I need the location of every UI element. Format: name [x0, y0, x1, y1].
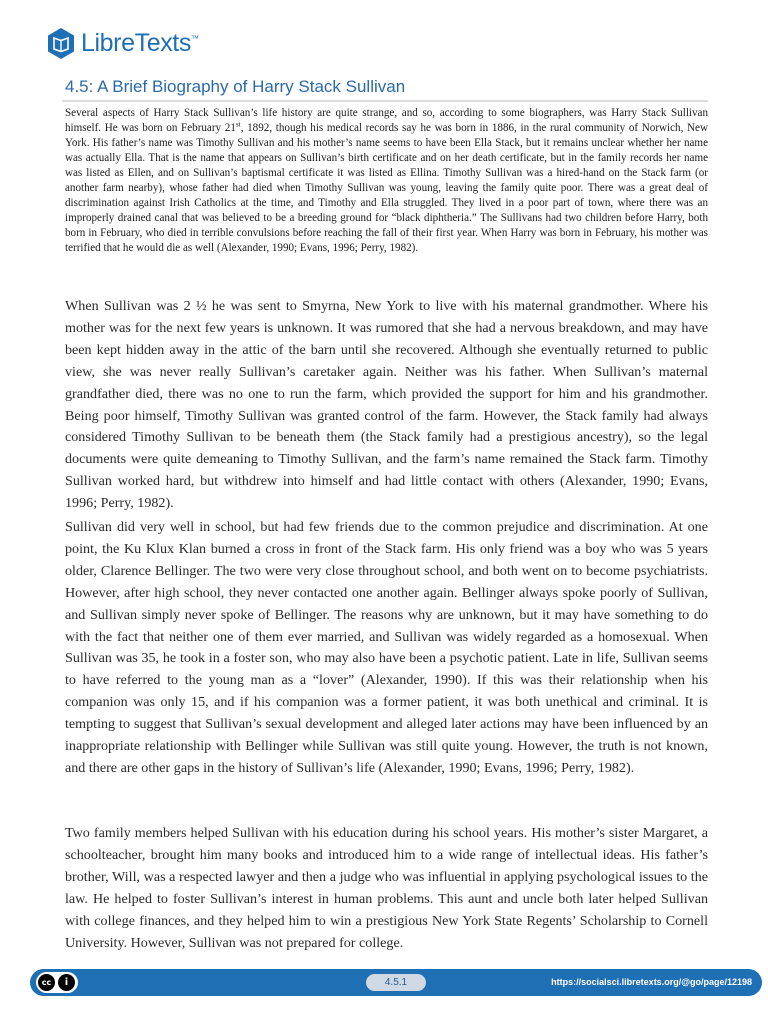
- cc-icon: cc: [38, 974, 55, 991]
- body-paragraph-2: Sullivan did very well in school, but had few friends due to the common prejudice and discrimination. At one point, the Ku Klux Klan burned a cross in front of the Stack farm. His only friend was a boy who was 5 years older, Clarence Bellinger. The two were very close throughout school, and both went on to become psychiatrists. However, after high school, they never contacted one another again. Bellinger always spoke poorly of Sullivan, and Sullivan simply never spoke of Bellinger. The reasons why are unknown, but it may have something to do with the fact that neither one of them ever married, and Sullivan was widely regarded as a homosexual. When Sullivan was 35, he took in a foster son, who may also have been a psychotic patient. Late in life, Sullivan seems to have referred to the young man as a “lover” (Alexander, 1990). If this was their relationship when his companion was only 15, and if his companion was a former patient, it was both unethical and criminal. It is tempting to suggest that Sullivan’s sexual development and alleged later actions may have been influenced by an inappropriate relationship with Bellinger while Sullivan was still quite young. However, the truth is not known, and there are other gaps in the history of Sullivan’s life (Alexander, 1990; Evans, 1996; Perry, 1982).: [65, 519, 708, 776]
- body-paragraph-3: Two family members helped Sullivan with his education during his school years. His mother’s sister Margaret, a schoolteacher, brought him many books and introduced him to a wide range of intellectual ideas. His father’s brother, Will, was a respected lawyer and then a judge who was influential in applying psychological issues to the law. He helped to foster Sullivan’s interest in human problems. This aunt and uncle both later helped Sullivan with college finances, and they helped him to win a prestigious New York State Regents’ Scholarship to Cornell University. However, Sullivan was not prepared for college.: [65, 825, 708, 951]
- intro-paragraph: [65, 106, 708, 256]
- body-paragraph-1: When Sullivan was 2 ½ he was sent to Smyrna, New York to live with his maternal grandmother. Where his mother was for the next few years is unknown. It was rumored that she had a nervous breakdown, and may have been kept hidden away in the attic of the barn until she recovered. Although she eventually returned to public view, she was never really Sullivan’s caretaker again. Neither was his father. When Sullivan’s maternal grandfather died, there was no one to run the farm, which provided the support for him and his grandmother. Being poor himself, Timothy Sullivan was granted control of the farm. However, the Stack family had always considered Timothy Sullivan to be beneath them (the Stack family had a prestigious ancestry), so the legal documents were quite demeaning to Timothy Sullivan, and the farm’s name remained the Stack farm. Timothy Sullivan worked hard, but withdrew into himself and had little contact with others (Alexander, 1990; Evans, 1996; Perry, 1982).: [65, 298, 708, 512]
- page-number: 4.5.1: [366, 974, 426, 991]
- libretexts-logo[interactable]: [46, 26, 199, 60]
- logo-wordmark: LibreTexts: [81, 28, 191, 57]
- page-title: 4.5: A Brief Biography of Harry Stack Sullivan: [65, 77, 406, 96]
- page-footer: [30, 969, 762, 996]
- ordinal-superscript: st: [235, 120, 241, 129]
- title-divider: [62, 100, 708, 102]
- page-url-link[interactable]: https://socialsci.libretexts.org/@go/page/12198: [551, 977, 752, 987]
- attribution-icon: i: [58, 974, 75, 991]
- intro-text-part-1: Several aspects of Harry Stack Sullivan’s life history are quite strange, and so, according to some biographers, was Harry Stack Sullivan himself. He was born on February 21: [65, 107, 708, 134]
- logo-trademark: ™: [190, 33, 199, 43]
- libretexts-hex-icon: [46, 27, 76, 60]
- cc-license-badge[interactable]: [36, 972, 78, 993]
- intro-text-part-2: , 1892, though his medical records say he was born in 1886, in the rural community of Norwich, New York. His father’s name was Timothy Sullivan and his mother’s name seems to have been Ella Stack, but it remains unclear whether her name was actually Ella. That is the name that appears on Sullivan’s birth certificate and on her death certificate, but in the family records her name was listed as Ellen, and on Sullivan’s baptismal certificate it was listed as Ellina. Timothy Sullivan was a hired-hand on the Stack farm (or another farm nearby), whose father had died when Timothy Sullivan was young, leaving the family quite poor. There was a great deal of discrimination against Irish Catholics at the time, and Timothy and Ella struggled. They lived in a poor part of town, where there was an improperly drained canal that was believed to be a breeding ground for “black diphtheria.” The Sullivans had two children before Harry, both born in February, who died in terrible convulsions before reaching the fall of their first year. When Harry was born in February, his mother was terrified that he would die as well (Alexander, 1990; Evans, 1996; Perry, 1982).: [65, 121, 708, 254]
